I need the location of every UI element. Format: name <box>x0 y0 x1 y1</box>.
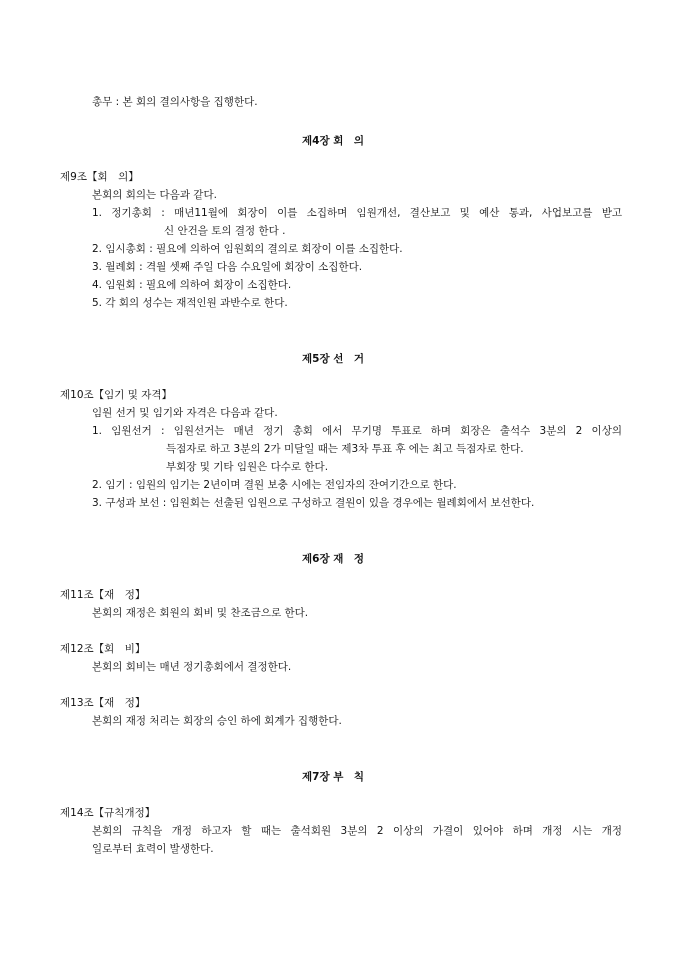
article-9-heading: 제9조【회 의】 <box>60 171 139 183</box>
chapter-4-title: 제4장 회 의 <box>302 135 365 147</box>
article-11-body: 본회의 재정은 회원의 회비 및 찬조금으로 한다. <box>92 607 309 619</box>
article-10-heading: 제10조【임기 및 자격】 <box>60 389 173 401</box>
chapter-6-title: 제6장 재 정 <box>302 553 365 565</box>
article-13-heading: 제13조【재 정】 <box>60 697 146 709</box>
treasurer-duty-line: 총무 : 본 회의 결의사항을 집행한다. <box>92 96 258 108</box>
chapter-7-title: 제7장 부 칙 <box>302 771 365 783</box>
article-12-body: 본회의 회비는 매년 정기총회에서 결정한다. <box>92 661 292 673</box>
article-9-item-4: 4. 임원회 : 필요에 의하여 회장이 소집한다. <box>92 279 292 291</box>
article-10-item-1: 1. 임원선거 : 임원선거는 매년 정기 총회 에서 무기명 투표로 하며 회장은 출석수 3분의 2 이상의 <box>92 425 622 437</box>
article-10-item-2: 2. 임기 : 임원의 임기는 2년이며 결원 보충 시에는 전임자의 잔여기간으로 한다. <box>92 479 457 491</box>
article-12-heading: 제12조【회 비】 <box>60 643 146 655</box>
chapter-5-title: 제5장 선 거 <box>302 353 365 365</box>
article-14-body: 본회의 규칙을 개정 하고자 할 때는 출석회원 3분의 2 이상의 가결이 있어야 하며 개정 시는 개정 <box>92 825 622 837</box>
article-9-item-1-cont: 신 안건을 토의 결정 한다 . <box>164 225 286 237</box>
article-10-item-1-cont-2: 부회장 및 기타 임원은 다수로 한다. <box>166 461 329 473</box>
article-9-item-1: 1. 정기총회 : 매년11월에 회장이 이를 소집하며 임원개선, 결산보고 및 예산 통과, 사업보고를 받고 <box>92 207 622 219</box>
article-14-body-cont: 일로부터 효력이 발생한다. <box>92 843 214 855</box>
article-9-item-2: 2. 임시총회 : 필요에 의하여 임원회의 결의로 회장이 이를 소집한다. <box>92 243 403 255</box>
article-10-item-3: 3. 구성과 보선 : 임원회는 선출된 임원으로 구성하고 결원이 있을 경우에는 월례회에서 보선한다. <box>92 497 535 509</box>
article-10-item-1-cont: 득점자로 하고 3분의 2가 미달일 때는 제3차 투표 후 에는 최고 득점자로 한다. <box>166 443 524 455</box>
article-10-lead: 임원 선거 및 임기와 자격은 다음과 같다. <box>92 407 278 419</box>
article-9-lead: 본회의 회의는 다음과 같다. <box>92 189 217 201</box>
article-13-body: 본회의 재정 처리는 회장의 승인 하에 회계가 집행한다. <box>92 715 342 727</box>
article-14-heading: 제14조【규칙개정】 <box>60 807 156 819</box>
article-9-item-5: 5. 각 회의 성수는 재적인원 과반수로 한다. <box>92 297 288 309</box>
article-9-item-3: 3. 월례회 : 격월 셋째 주일 다음 수요일에 회장이 소집한다. <box>92 261 363 273</box>
article-11-heading: 제11조【재 정】 <box>60 589 146 601</box>
